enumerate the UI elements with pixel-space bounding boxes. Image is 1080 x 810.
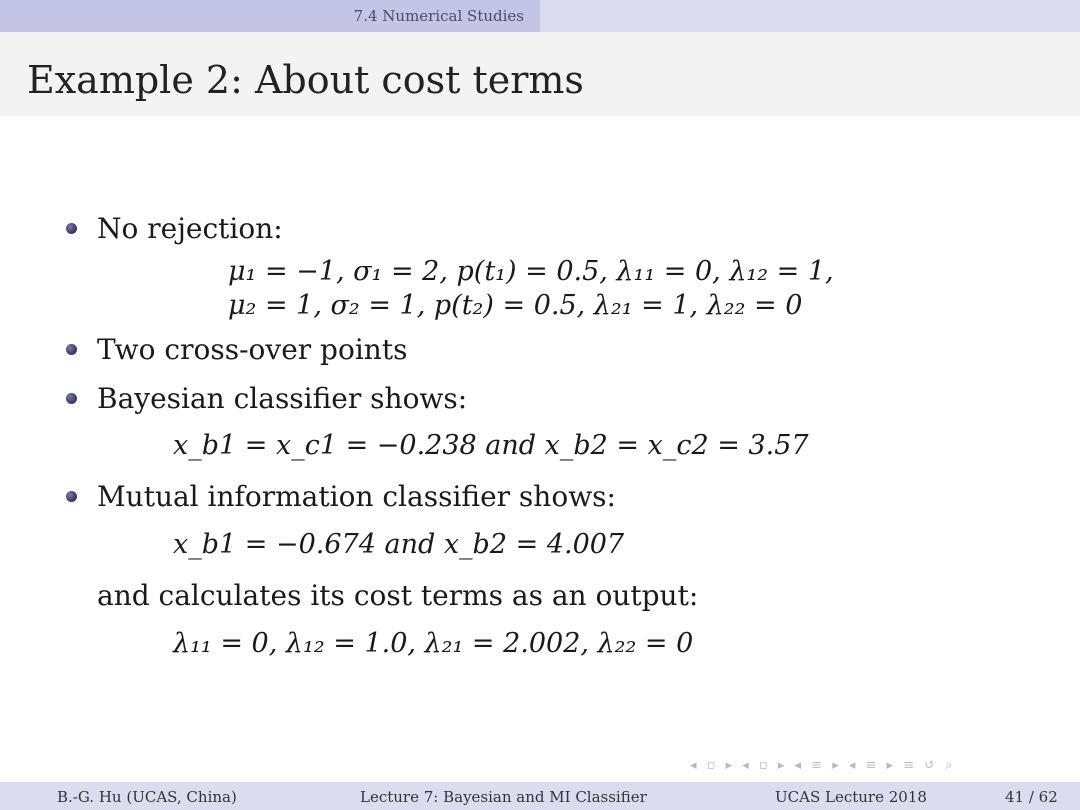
cost-terms-intro: and calculates its cost terms as an output: (97, 579, 699, 612)
bullet-text: Bayesian classifier shows: (97, 382, 468, 415)
bullet-text: Two cross-over points (97, 333, 408, 366)
equation-bayesian: x_b1 = x_c1 = −0.238 and x_b2 = x_c2 = 3.57 (173, 430, 809, 461)
equation-params-2: μ₂ = 1, σ₂ = 1, p(t₂) = 0.5, λ₂₁ = 1, λ₂₂ = 0 (228, 290, 803, 321)
footer-lecture-title[interactable]: Lecture 7: Bayesian and MI Classifier (360, 788, 647, 806)
bullet-icon (66, 491, 77, 502)
footer-bar (0, 782, 1080, 810)
bullet-text: No rejection: (97, 212, 283, 245)
bullet-icon (66, 344, 77, 355)
bullet-icon (66, 393, 77, 404)
footer-page-number: 41 / 62 (1005, 788, 1058, 806)
beamer-navigation-icons[interactable]: ◂ ▫ ▸ ◂ ▫ ▸ ◂ ≡ ▸ ◂ ≡ ▸ ≡ ↺ ⌕ (690, 758, 956, 773)
slide-title: Example 2: About cost terms (27, 58, 584, 102)
bullet-text: Mutual information classifier shows: (97, 480, 616, 513)
footer-venue[interactable]: UCAS Lecture 2018 (775, 788, 927, 806)
section-title[interactable]: 7.4 Numerical Studies (0, 0, 540, 32)
equation-cost-terms: λ₁₁ = 0, λ₁₂ = 1.0, λ₂₁ = 2.002, λ₂₂ = 0 (173, 628, 694, 659)
bullet-bayesian (66, 382, 467, 415)
equation-params-1: μ₁ = −1, σ₁ = 2, p(t₁) = 0.5, λ₁₁ = 0, λ₁₂ = 1, (228, 256, 834, 287)
footer-author[interactable]: B.-G. Hu (UCAS, China) (57, 788, 237, 806)
bullet-cross-over (66, 333, 407, 366)
bullet-mutual-information (66, 480, 616, 513)
equation-mi: x_b1 = −0.674 and x_b2 = 4.007 (173, 529, 625, 560)
bullet-no-rejection (66, 212, 283, 245)
bullet-icon (66, 223, 77, 234)
